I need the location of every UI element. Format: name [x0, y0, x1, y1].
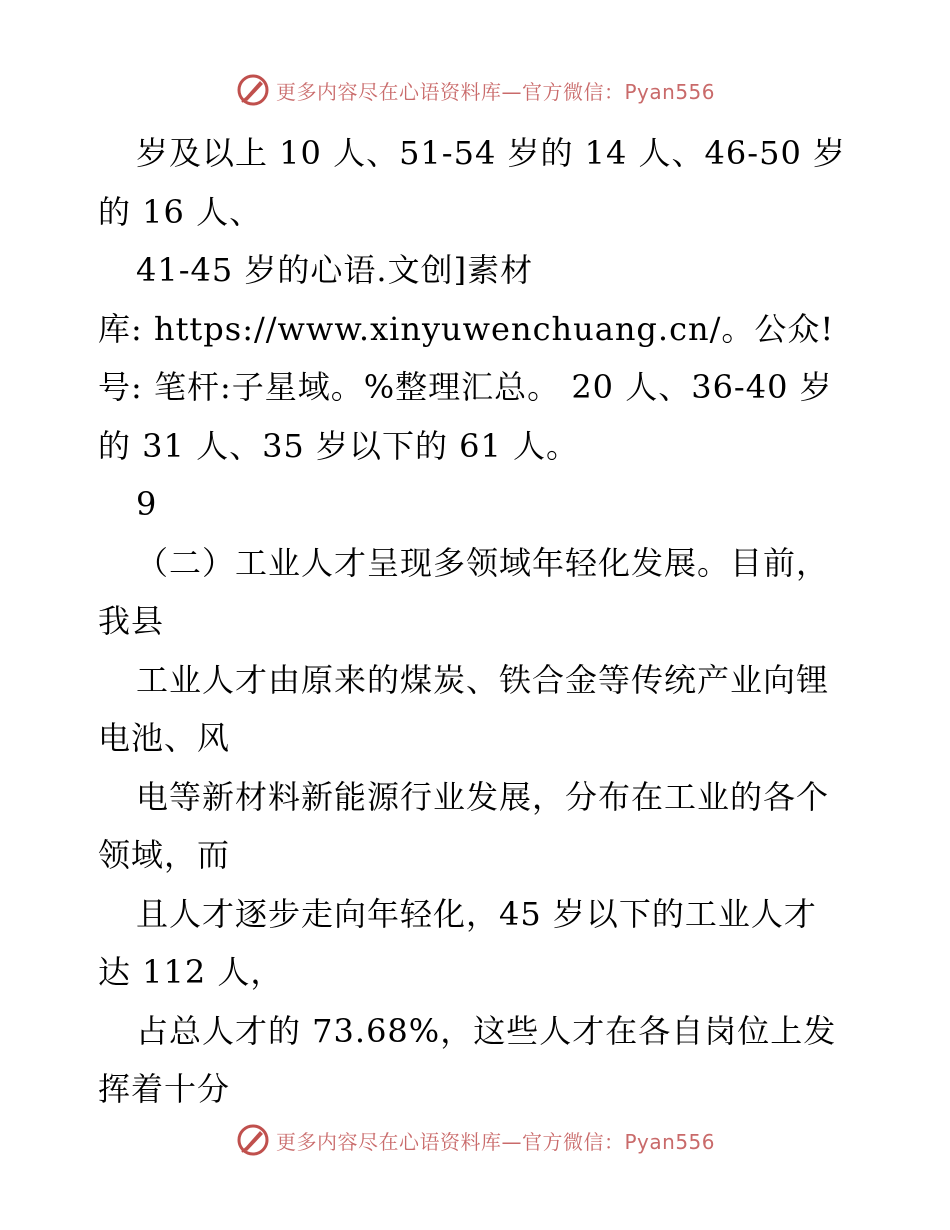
document-body: [98, 124, 858, 1119]
section-heading-line: （二）工业人才呈现多领域年轻化发展。目前，: [136, 543, 830, 582]
text-line: 达 112 人，: [98, 953, 284, 991]
watermark-text: 更多内容尽在心语资料库—官方微信：Pyan556: [276, 79, 716, 104]
text-line: 的 31 人、35 岁以下的 61 人。: [98, 426, 580, 465]
watermark-text: 更多内容尽在心语资料库—官方微信：Pyan556: [276, 1129, 716, 1154]
text-line: 的 16 人、: [98, 192, 263, 231]
text-line: 库: https://www.xinyuwenchuang.cn/。公众!: [98, 309, 835, 348]
footer-watermark: [236, 1120, 715, 1160]
text-line: 41-45 岁的心语.文创]素材: [136, 251, 534, 289]
text-line: 挥着十分: [98, 1070, 231, 1108]
text-line: 号: 笔杆:子星域。%整理汇总。 20 人、36-40 岁: [98, 368, 833, 406]
text-line: 占总人才的 73.68%，这些人才在各自岗位上发: [136, 1011, 837, 1050]
text-line: 我县: [98, 602, 165, 640]
text-line: 岁及以上 10 人、51-54 岁的 14 人、46-50 岁: [136, 134, 846, 172]
text-line: 电池、风: [98, 719, 231, 757]
text-line: 电等新材料新能源行业发展，分布在工业的各个: [136, 777, 830, 816]
text-line: 工业人才由原来的煤炭、铁合金等传统产业向锂: [136, 660, 830, 699]
quill-seal-logo-icon: [236, 73, 270, 107]
page-number-text: 9: [136, 485, 158, 523]
text-line: 且人才逐步走向年轻化，45 岁以下的工业人才: [136, 894, 817, 933]
header-watermark: [236, 70, 715, 110]
text-line: 领域，而: [98, 836, 231, 874]
quill-seal-logo-icon: [236, 1123, 270, 1157]
